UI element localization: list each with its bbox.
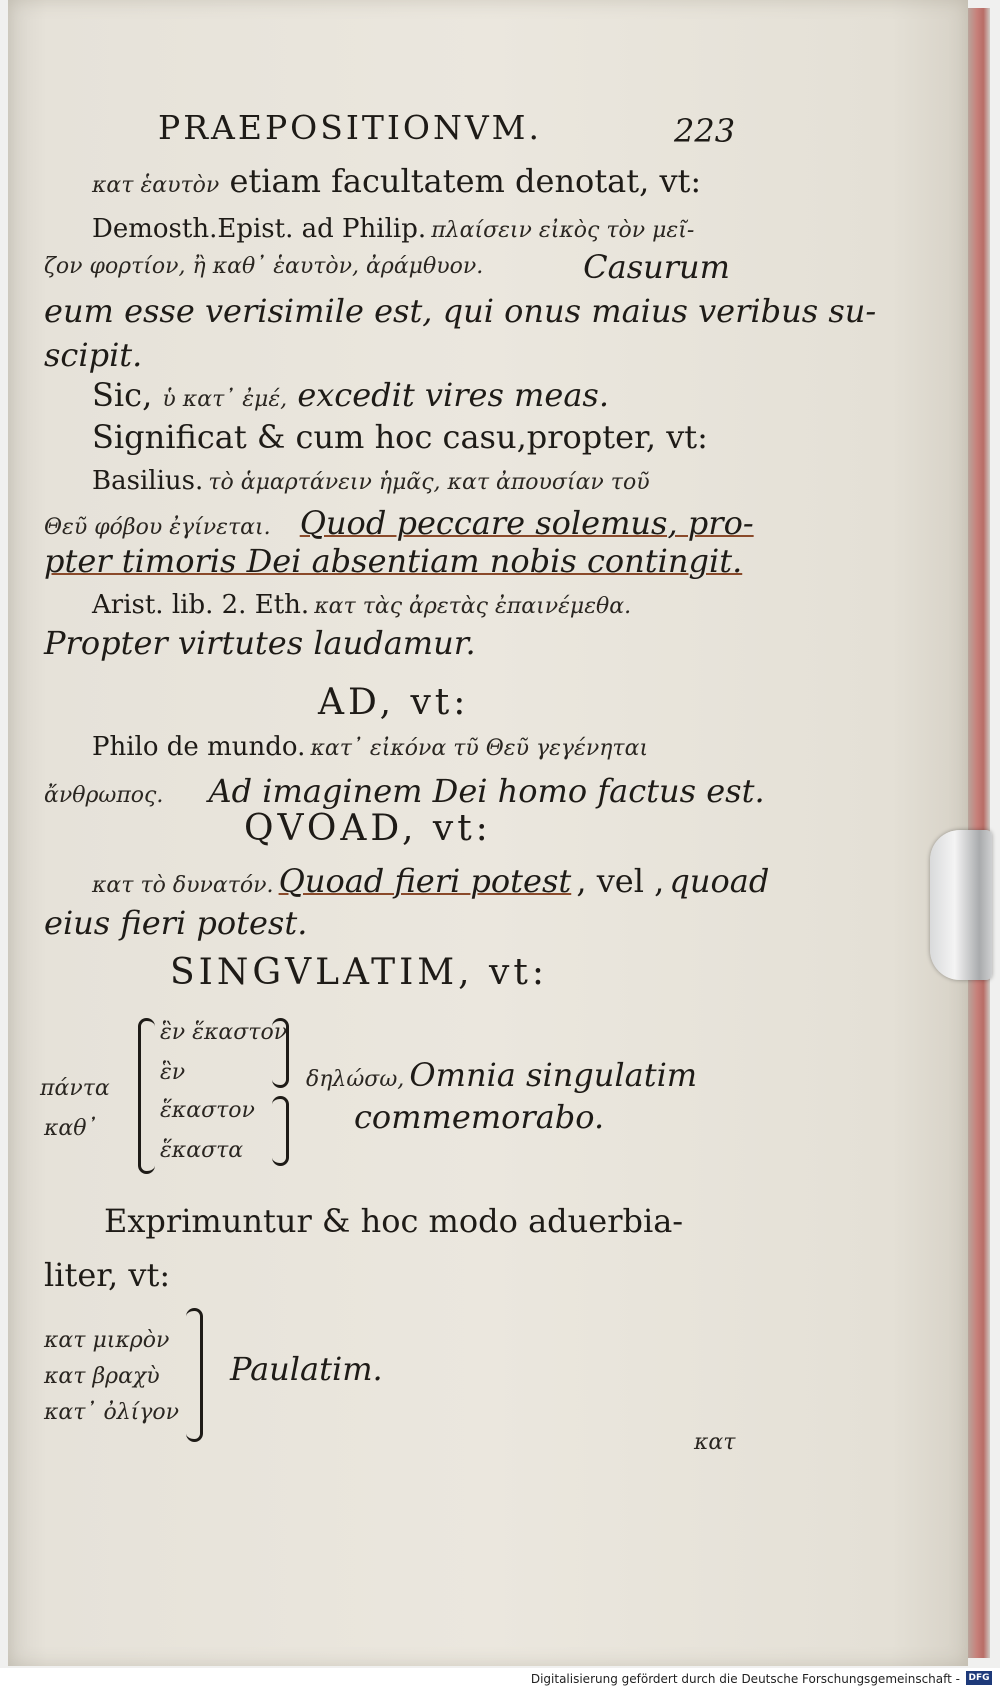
text-line-12: Propter virtutes laudamur. [44, 624, 476, 662]
text-line-15 [92, 862, 769, 900]
singulatim-greek-2: ἓν [160, 1060, 186, 1085]
greek-phrase: κατ᾽ εἰκόνα τῦ Θεῦ γεγένηται [310, 736, 649, 761]
text-line-2 [92, 214, 694, 244]
author-citation: Arist. lib. 2. Eth. [92, 590, 310, 620]
greek-phrase: κατ τὰς ἀρετὰς ἐπαινέμεθα. [314, 594, 632, 619]
greek-phrase: ἄνθρωπος. [44, 783, 164, 808]
latin-phrase: Quoad fieri potest [278, 862, 572, 900]
singulatim-greek-3: ἕκαστον [160, 1098, 255, 1123]
page-clip [930, 830, 992, 980]
paulatim-greek-1: κατ μικρὸν [44, 1328, 170, 1353]
right-brace-top [272, 1018, 289, 1088]
singulatim-left-2: καθ᾽ [44, 1116, 98, 1141]
text-line-9 [44, 504, 754, 542]
dfg-logo-icon: DFG [966, 1671, 992, 1685]
latin-phrase-2: quoad [669, 862, 770, 900]
right-brace-bottom [272, 1096, 289, 1166]
latin-phrase: Casurum [583, 248, 730, 286]
footer-bar [0, 1668, 1000, 1690]
text-line-11 [92, 590, 631, 620]
running-header: PRAEPOSITIONVM. [158, 108, 542, 147]
text-line-7: Significat & cum hoc casu,propter, vt: [92, 418, 708, 456]
author-citation: Philo de mundo. [92, 732, 306, 762]
paulatim-greek-3: κατ᾽ ὀλίγον [44, 1400, 180, 1425]
latin-phrase: etiam facultatem denotat, vt: [229, 162, 702, 200]
left-brace [138, 1018, 155, 1174]
page-number: 223 [674, 112, 736, 150]
greek-phrase: Θεῦ φόβου ἐγίνεται. [44, 515, 271, 540]
greek-phrase: ὑ κατ᾽ ἐμέ, [162, 387, 288, 412]
latin-phrase: Quod peccare solemus, pro- [299, 504, 754, 542]
text-line-1 [92, 162, 701, 200]
paulatim-latin: Paulatim. [230, 1350, 383, 1388]
author-citation: Basilius. [92, 466, 204, 496]
latin-phrase: excedit vires meas. [297, 376, 609, 414]
footer-credit: Digitalisierung gefördert durch die Deutsche Forschungsgemeinschaft - [530, 1672, 960, 1686]
singulatim-left-1: πάντα [40, 1076, 110, 1101]
singulatim-greek-1: ἓν ἕκαστον [160, 1020, 288, 1045]
paulatim-greek-2: κατ βραχὺ [44, 1364, 160, 1389]
singulatim-greek-4: ἕκαστα [160, 1138, 244, 1163]
sic-word: Sic, [92, 376, 153, 414]
catchword: κατ [694, 1430, 736, 1455]
paulatim-brace [186, 1308, 203, 1442]
text-line-3 [44, 248, 730, 286]
text-line-8 [92, 466, 650, 496]
vel-word: , vel , [576, 862, 665, 900]
section-heading-ad: AD, vt: [318, 682, 470, 723]
text-line-5: scipit. [44, 336, 143, 374]
text-line-14 [44, 772, 765, 810]
text-line-17: Exprimuntur & hoc modo aduerbia- [104, 1202, 684, 1240]
section-heading-quoad: QVOAD, vt: [244, 808, 492, 849]
text-line-4: eum esse verisimile est, qui onus maius veribus su- [44, 292, 877, 330]
author-citation: Demosth.Epist. ad Philip. [92, 214, 427, 244]
section-heading-singulatim: SINGVLATIM, vt: [170, 952, 548, 993]
text-line-10: pter timoris Dei absentiam nobis contingit. [44, 542, 743, 580]
text-line-18: liter, vt: [44, 1256, 171, 1294]
singulatim-gloss [306, 1056, 697, 1094]
greek-phrase: τὸ ἁμαρτάνειν ἡμᾶς, κατ ἀπουσίαν τοῦ [208, 470, 650, 495]
singulatim-gloss-2: commemorabo. [354, 1098, 605, 1136]
greek-phrase: κατ τὸ δυνατόν. [92, 873, 274, 898]
text-line-13 [92, 732, 648, 762]
text-line-16: eius fieri potest. [44, 904, 308, 942]
greek-phrase: κατ ἑαυτὸν [92, 173, 220, 198]
greek-phrase: δηλώσω, [306, 1067, 405, 1092]
latin-phrase: Ad imaginem Dei homo factus est. [208, 772, 765, 810]
greek-phrase: πλαίσειν εἰκὸς τὸν μεῖ- [431, 218, 695, 243]
text-line-6 [92, 376, 609, 414]
greek-phrase: ζον φορτίον, ἢ καθ᾽ ἑαυτὸν, ἀράμθυον. [44, 254, 484, 279]
latin-phrase: Omnia singulatim [409, 1056, 698, 1094]
